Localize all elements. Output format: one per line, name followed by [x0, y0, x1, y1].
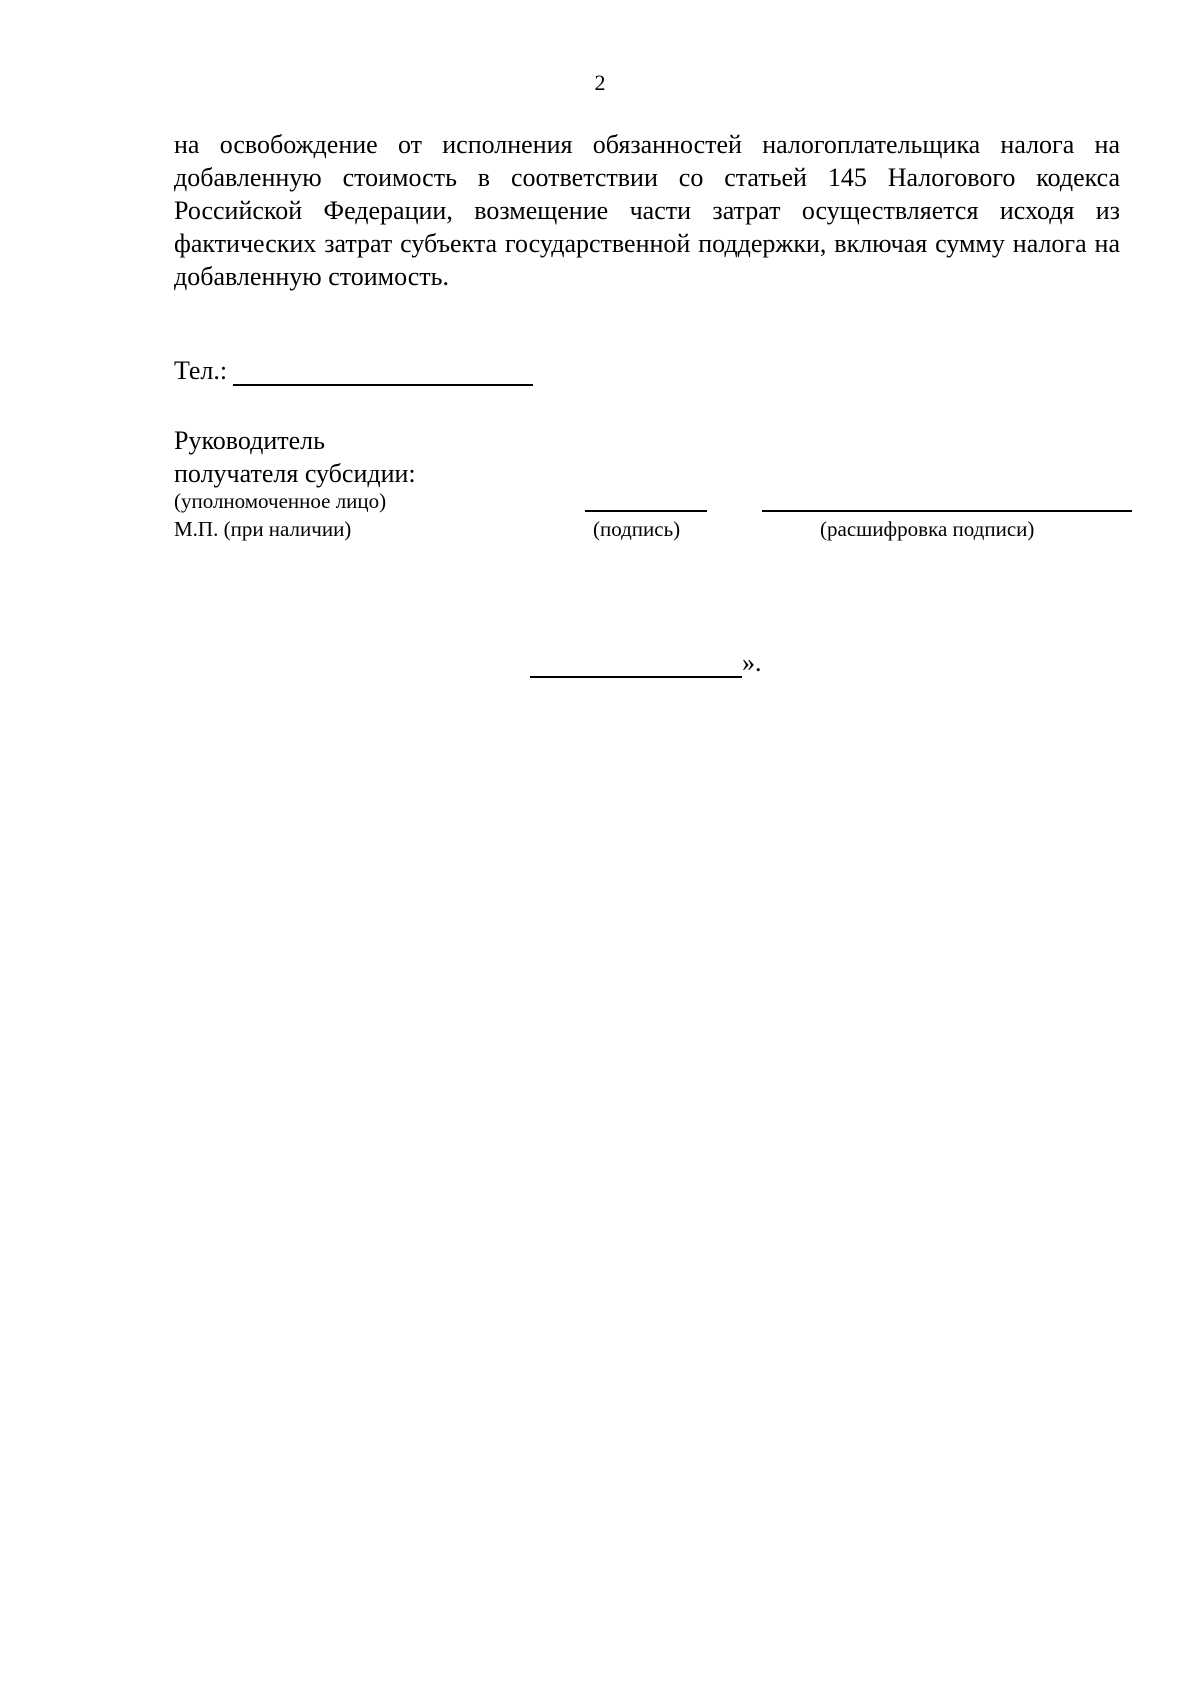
page-number: 2 [594, 70, 606, 95]
closing-blank-line [530, 650, 742, 678]
signature-blank-line [585, 510, 707, 512]
signatory-title [174, 424, 416, 490]
signature-caption: (подпись) [593, 517, 681, 541]
phone-row [174, 356, 533, 386]
signatory-title-line1: Руководитель [174, 426, 325, 455]
authorized-person-caption: (уполномоченное лицо) [174, 489, 387, 513]
signatory-title-line2: получателя субсидии: [174, 459, 416, 488]
signature-decoding-blank-line [762, 510, 1132, 512]
closing-line [530, 648, 762, 678]
phone-label: Тел.: [174, 356, 228, 385]
signature-decoding-caption: (расшифровка подписи) [820, 517, 1035, 541]
closing-quote: ». [742, 648, 762, 677]
phone-blank-line [233, 356, 533, 386]
seal-caption: М.П. (при наличии) [174, 517, 352, 541]
body-paragraph: на освобождение от исполнения обязанностей налогоплательщика налога на добавленную стоимость в соответствии со статьей 145 Налогового кодекса Российской Федерации, возмещение части затрат осуществляется исходя из фактических затрат субъекта государственной поддержки, включая сумму налога на добавленную стоимость. [174, 130, 1120, 291]
